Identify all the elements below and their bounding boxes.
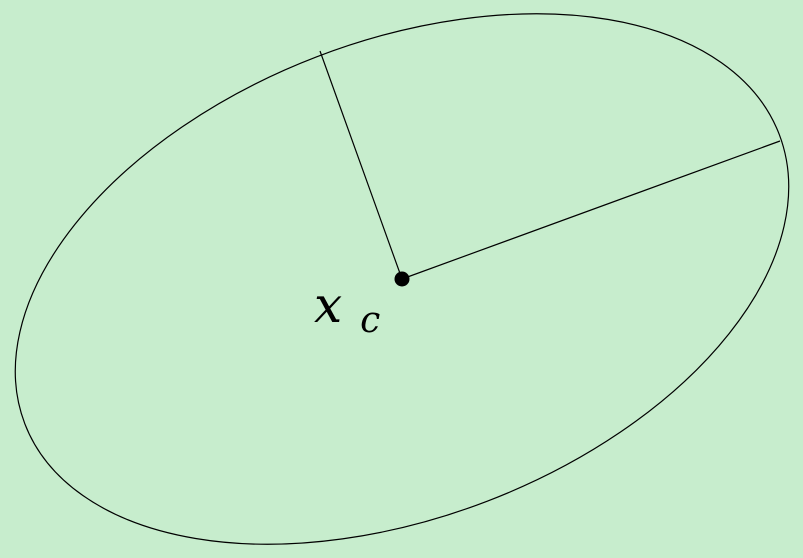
- center-point: [395, 272, 410, 287]
- center-label-symbol: x: [314, 276, 343, 334]
- center-label-subscript: c: [360, 300, 381, 341]
